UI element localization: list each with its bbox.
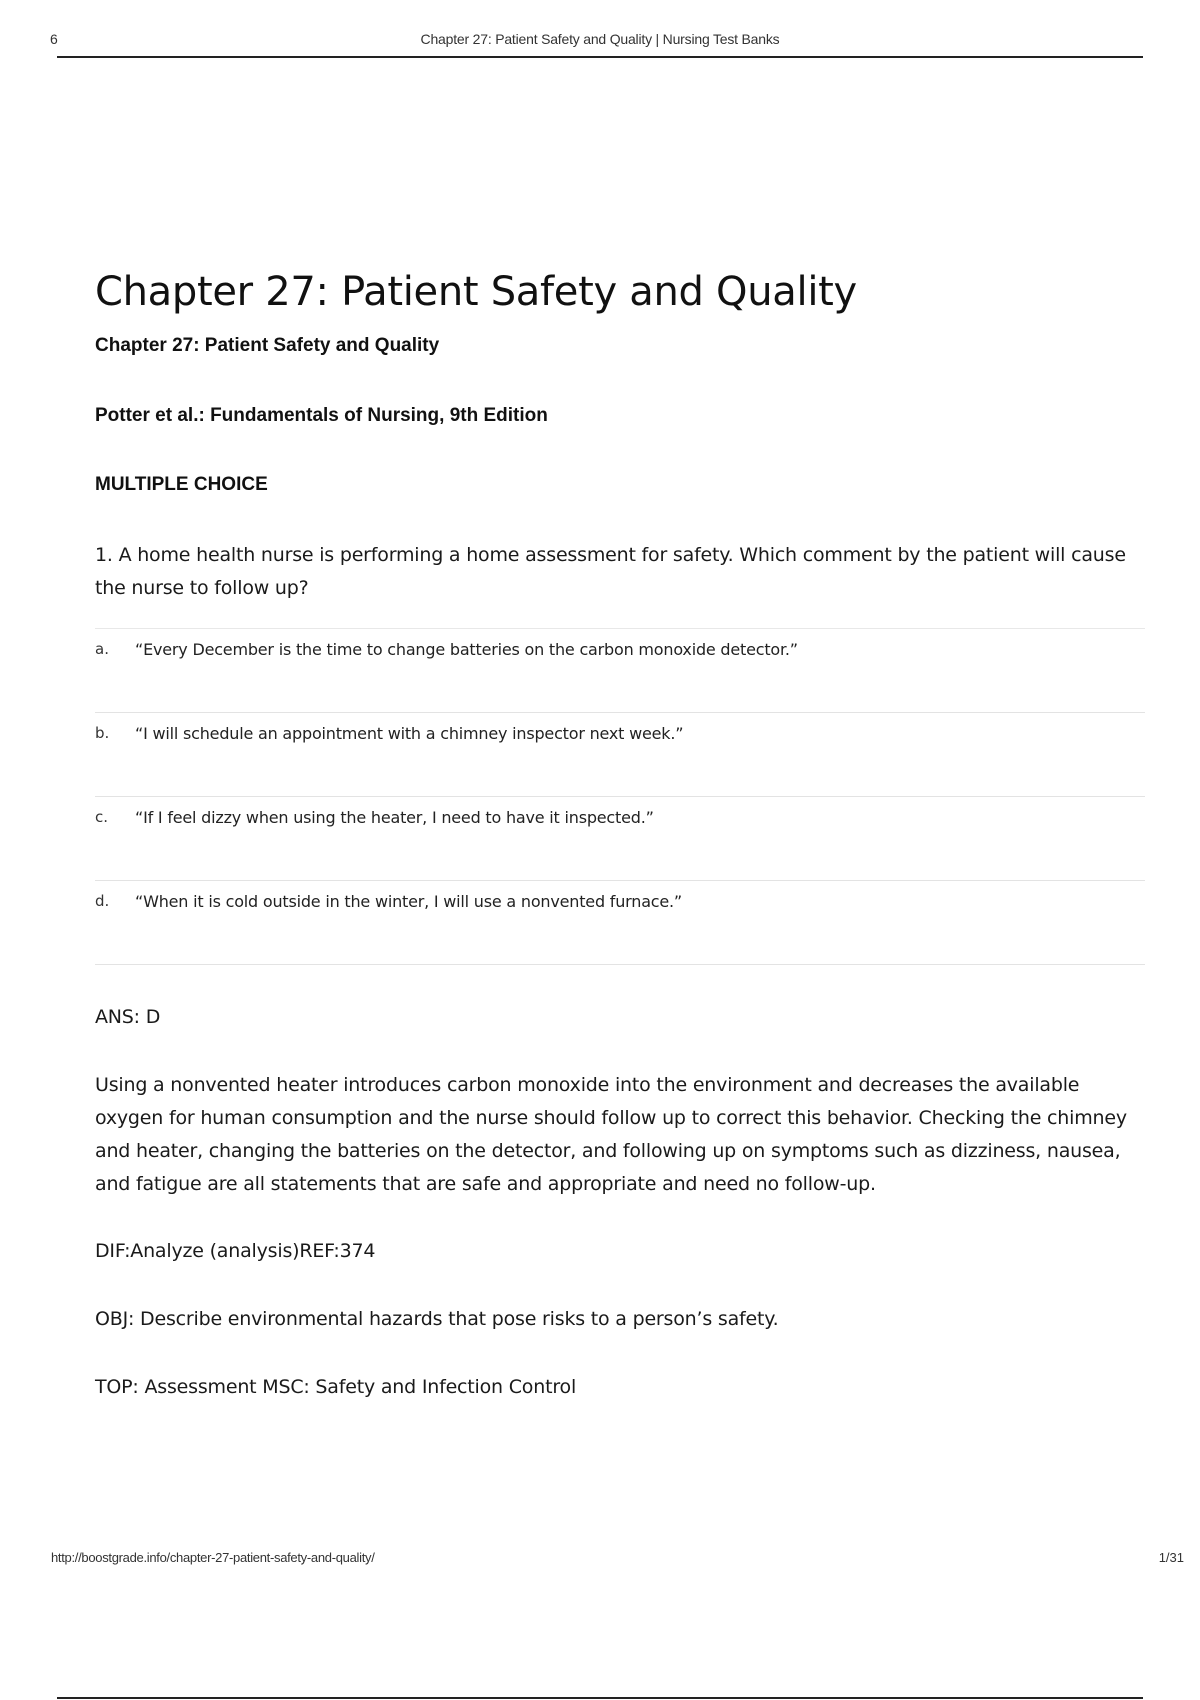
option-letter: c. (95, 808, 109, 826)
option-letter: a. (95, 640, 109, 658)
option-letter: d. (95, 892, 110, 910)
option-b (95, 713, 1145, 797)
option-text: “I will schedule an appointment with a chimney inspector next week.” (135, 724, 684, 743)
option-a (95, 629, 1145, 713)
option-text: “When it is cold outside in the winter, I will use a nonvented furnace.” (135, 892, 683, 911)
option-d (95, 881, 1145, 965)
page-title: Chapter 27: Patient Safety and Quality (95, 269, 857, 315)
option-text: “Every December is the time to change batteries on the carbon monoxide detector.” (135, 640, 798, 659)
option-text: “If I feel dizzy when using the heater, I need to have it inspected.” (135, 808, 654, 827)
option-c (95, 797, 1145, 881)
difficulty-reference: DIF:Analyze (analysis)REF:374 (95, 1240, 376, 1262)
header-divider (57, 56, 1143, 58)
header-title: Chapter 27: Patient Safety and Quality | Nursing Test Banks (420, 31, 780, 47)
answer-options (95, 628, 1145, 965)
footer-url: http://boostgrade.info/chapter-27-patient-safety-and-quality/ (51, 1550, 375, 1565)
page-number: 6 (50, 31, 58, 47)
objective-text: OBJ: Describe environmental hazards that pose risks to a person’s safety. (95, 1308, 779, 1330)
rationale-text: Using a nonvented heater introduces carbon monoxide into the environment and decreases the available oxygen for human consumption and the nurse should follow up to correct this behavior. Checking the chimney and heater, changing the batteries on the detector, and following up on symptoms such as dizziness, nausea, and fatigue are all statements that are safe and appropriate and need no follow-up. (95, 1074, 1127, 1195)
page-header (0, 28, 1200, 58)
chapter-subheading: Chapter 27: Patient Safety and Quality (95, 335, 440, 356)
option-letter: b. (95, 724, 110, 742)
answer-key: ANS: D (95, 1006, 161, 1028)
document-content (95, 262, 1145, 1404)
question-text: 1. A home health nurse is performing a home assessment for safety. Which comment by the patient will cause the nurse to follow up? (95, 544, 1126, 599)
topic-text: TOP: Assessment MSC: Safety and Infection Control (95, 1376, 577, 1398)
section-heading: MULTIPLE CHOICE (95, 474, 268, 495)
bottom-divider (57, 1697, 1143, 1699)
book-reference: Potter et al.: Fundamentals of Nursing, 9th Edition (95, 405, 548, 426)
footer-page-indicator: 1/31 (1158, 1550, 1184, 1565)
page-footer (0, 1550, 1200, 1574)
